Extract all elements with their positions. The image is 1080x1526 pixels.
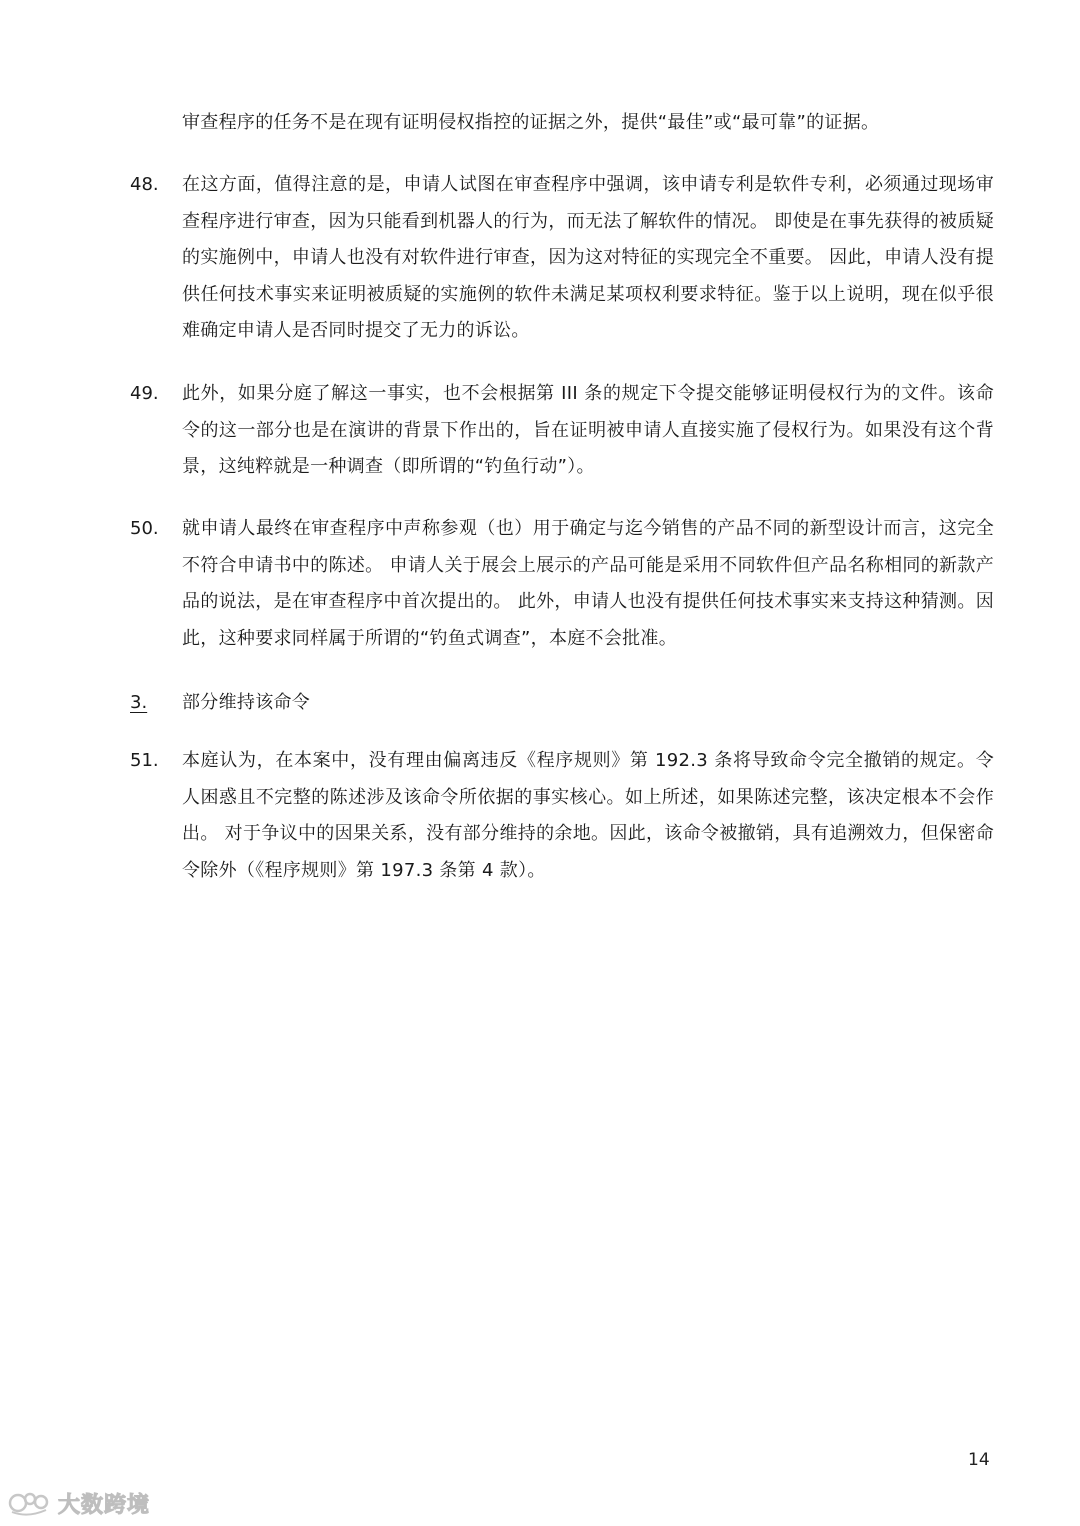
paragraph-text: 此外，如果分庭了解这一事实，也不会根据第 III 条的规定下令提交能够证明侵权行为的文件。该命令的这一部分也是在演讲的背景下作出的，旨在证明被申请人直接实施了侵权行为。如果没有这个背景，这纯粹就是一种调查（即所谓的“钓鱼行动”）。 <box>182 383 994 477</box>
watermark-logo-icon <box>8 1488 52 1518</box>
paragraph-number: 48. <box>130 174 159 195</box>
watermark <box>8 1487 150 1519</box>
paragraph-text: 就申请人最终在审查程序中声称参观（也）用于确定与迄今销售的产品不同的新型设计而言，这完全不符合申请书中的陈述。 申请人关于展会上展示的产品可能是采用不同软件但产品名称相同的新款产品的说法，是在审查程序中首次提出的。 此外，申请人也没有提供任何技术事实来支持这种猜测。因此，这种要求同样属于所谓的“钓鱼式调查”，本庭不会批准。 <box>182 518 994 649</box>
paragraph-49 <box>130 376 1010 486</box>
paragraph-continued <box>130 105 1010 142</box>
paragraph-number: 49. <box>130 383 159 404</box>
section-title: 部分维持该命令 <box>182 692 311 713</box>
paragraph-50 <box>130 511 1010 657</box>
paragraph-text: 在这方面，值得注意的是，申请人试图在审查程序中强调，该申请专利是软件专利，必须通过现场审查程序进行审查，因为只能看到机器人的行为，而无法了解软件的情况。 即使是在事先获得的被质疑的实施例中，申请人也没有对软件进行审查，因为这对特征的实现完全不重要。 因此，申请人没有提供任何技术事实来证明被质疑的实施例的软件未满足某项权利要求特征。鉴于以上说明，现在似乎很难确定申请人是否同时提交了无力的诉讼。 <box>182 174 994 341</box>
section-number: 3. <box>130 692 148 713</box>
paragraph-text: 审查程序的任务不是在现有证明侵权指控的证据之外，提供“最佳”或“最可靠”的证据。 <box>182 112 880 133</box>
section-heading <box>130 685 1010 722</box>
paragraph-number: 51. <box>130 750 159 771</box>
watermark-text: 大数跨境 <box>58 1492 151 1518</box>
paragraph-51 <box>130 743 1010 889</box>
paragraph-text: 本庭认为，在本案中，没有理由偏离违反《程序规则》第 192.3 条将导致命令完全撤销的规定。令人困惑且不完整的陈述涉及该命令所依据的事实核心。如上所述，如果陈述完整，该决定根本不会作出。 对于争议中的因果关系，没有部分维持的余地。因此，该命令被撤销，具有追溯效力，但保密命令除外（《程序规则》第 197.3 条第 4 款）。 <box>182 750 994 881</box>
paragraph-number: 50. <box>130 518 159 539</box>
page-number: 14 <box>968 1450 990 1470</box>
paragraph-48 <box>130 167 1010 350</box>
